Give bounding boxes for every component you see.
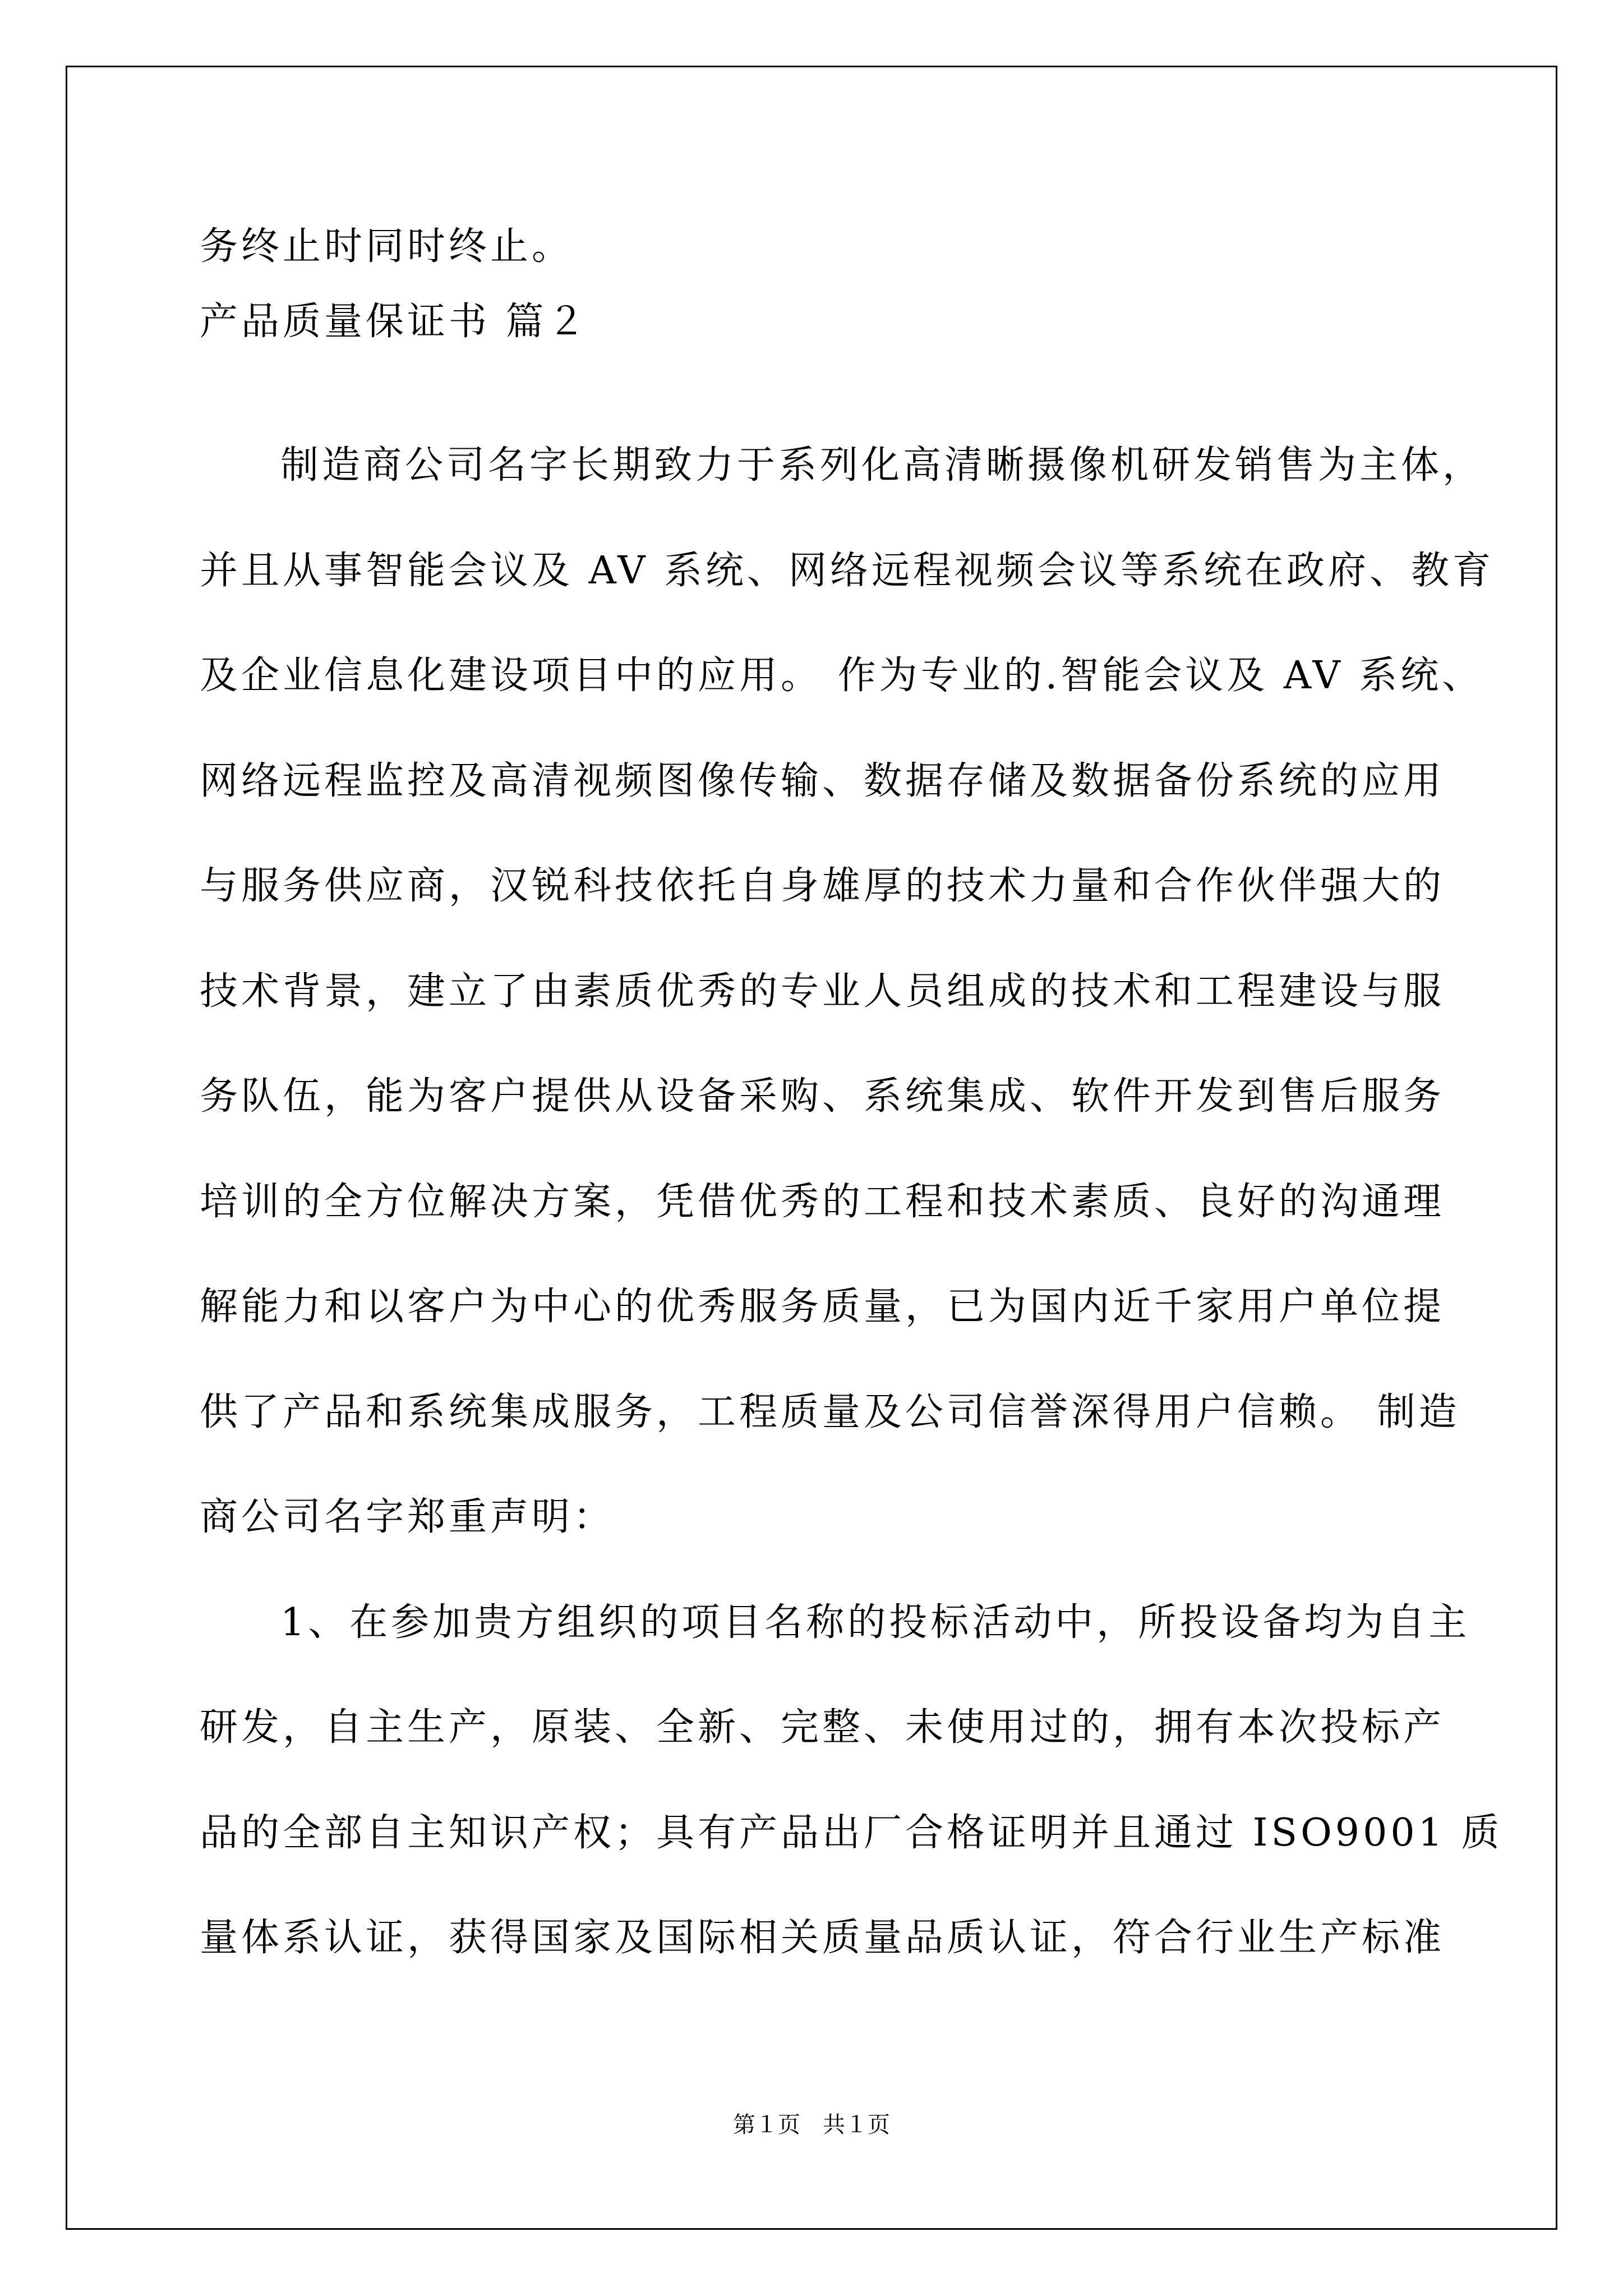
paragraph-line: 并且从事智能会议及 AV 系统、网络远程视频会议等系统在政府、教育 xyxy=(200,549,1495,593)
paragraph-line: 与服务供应商，汉锐科技依托自身雄厚的技术力量和合作伙伴强大的 xyxy=(200,864,1445,908)
page-border xyxy=(66,66,1557,2230)
paragraph-line: 研发，自主生产，原装、全新、完整、未使用过的，拥有本次投标产 xyxy=(200,1705,1445,1750)
paragraph-line: 制造商公司名字长期致力于系列化高清晰摄像机研发销售为主体， xyxy=(280,443,1484,487)
paragraph-line: 量体系认证，获得国家及国际相关质量品质认证，符合行业生产标准 xyxy=(200,1916,1445,1960)
paragraph-line: 培训的全方位解决方案，凭借优秀的工程和技术素质、良好的沟通理 xyxy=(200,1180,1445,1224)
paragraph-line: 商公司名字郑重声明： xyxy=(200,1495,615,1539)
paragraph-line: 品的全部自主知识产权；具有产品出厂合格证明并且通过 ISO9001 质 xyxy=(200,1811,1503,1855)
paragraph-line: 及企业信息化建设项目中的应用。 作为专业的.智能会议及 AV 系统、 xyxy=(200,654,1484,698)
paragraph-line: 解能力和以客户为中心的优秀服务质量，已为国内近千家用户单位提 xyxy=(200,1285,1445,1329)
paragraph-line: 供了产品和系统集成服务，工程质量及公司信誉深得用户信赖。 制造 xyxy=(200,1390,1460,1434)
paragraph-line: 1、在参加贵方组织的项目名称的投标活动中，所投设备均为自主 xyxy=(280,1600,1470,1645)
paragraph-line: 网络远程监控及高清视频图像传输、数据存储及数据备份系统的应用 xyxy=(200,759,1445,803)
page-footer: 第１页 共１页 xyxy=(733,2112,890,2138)
paragraph-line: 技术背景，建立了由素质优秀的专业人员组成的技术和工程建设与服 xyxy=(200,969,1445,1014)
paragraph-line: 务队伍，能为客户提供从设备采购、系统集成、软件开发到售后服务 xyxy=(200,1074,1445,1119)
text-line-continuation: 务终止时同时终止。 xyxy=(200,224,574,269)
section-heading: 产品质量保证书 篇２ xyxy=(200,300,589,344)
